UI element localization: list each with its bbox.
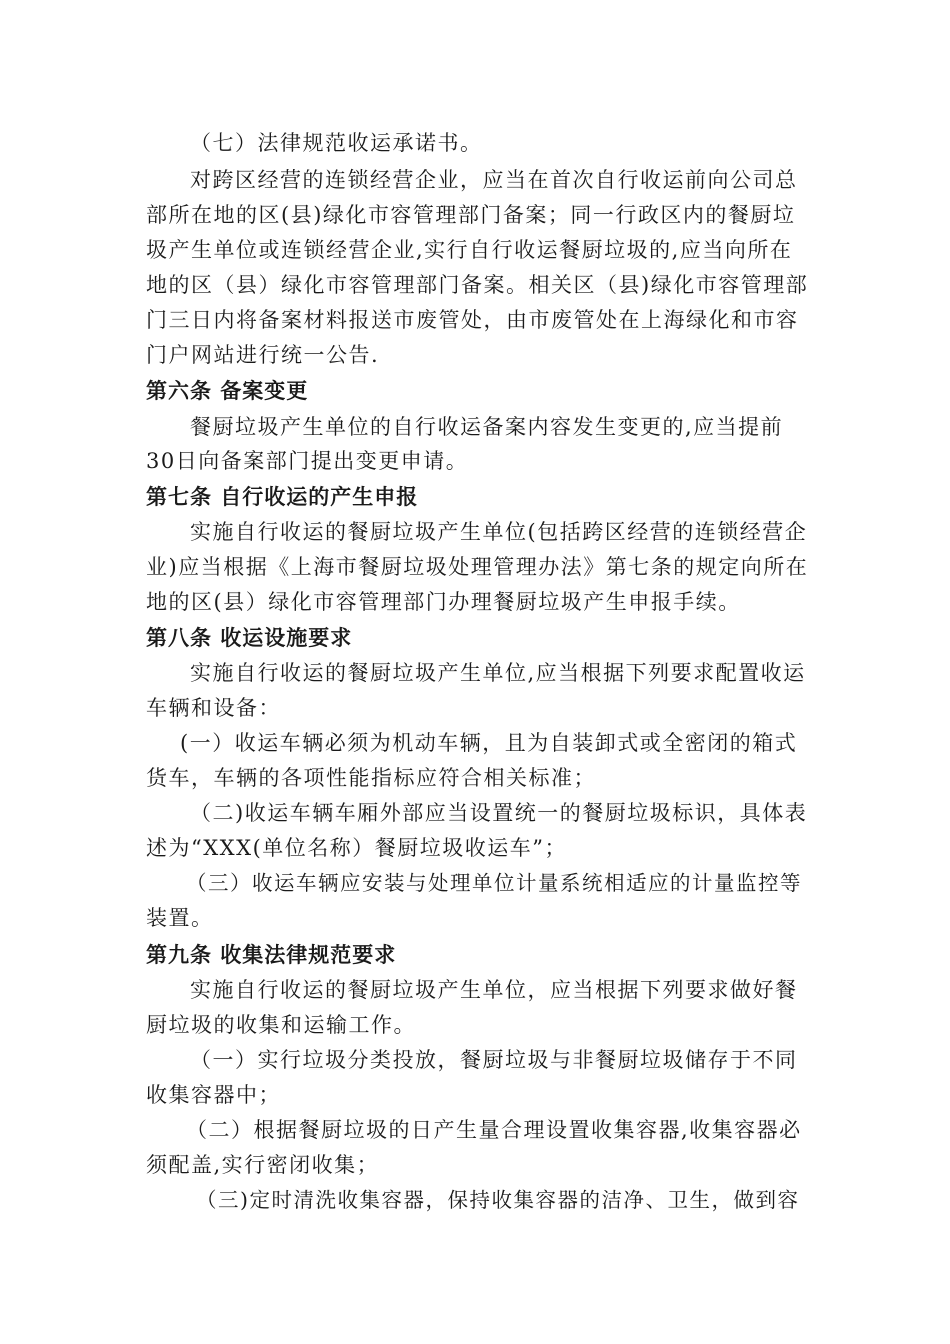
paragraph-line: 门三日内将备案材料报送市废管处，由市废管处在上海绿化和市容 (146, 308, 799, 332)
paragraph-line: 述为“XXX(单位名称）餐厨垃圾收运车”； (146, 836, 568, 860)
paragraph-line: 地的区(县）绿化市容管理部门办理餐厨垃圾产生申报手续。 (146, 590, 741, 614)
section-heading: 第六条 备案变更 (146, 379, 309, 403)
paragraph-line: 地的区（县）绿化市容管理部门备案。相关区（县)绿化市容管理部 (146, 273, 809, 297)
paragraph-line: 实施自行收运的餐厨垃圾产生单位，应当根据下列要求做好餐 (190, 978, 798, 1002)
section-heading: 第七条 自行收运的产生申报 (146, 485, 419, 509)
paragraph-line: （七）法律规范收运承诺书。 (190, 131, 483, 155)
paragraph-line: 业)应当根据《上海市餐厨垃圾处理管理办法》第七条的规定向所在 (146, 555, 809, 579)
paragraph-line: （三)定时清洗收集容器，保持收集容器的洁净、卫生，做到容 (196, 1188, 800, 1212)
paragraph-line: 车辆和设备： (146, 696, 281, 720)
paragraph-line: 30日向备案部门提出变更申请。 (146, 449, 469, 473)
paragraph-line: 货车，车辆的各项性能指标应符合相关标准； (146, 766, 596, 790)
paragraph-line: 圾产生单位或连锁经营企业,实行自行收运餐厨垃圾的,应当向所在 (146, 238, 793, 262)
section-heading: 第九条 收集法律规范要求 (146, 943, 397, 967)
paragraph-line: 装置。 (146, 906, 214, 930)
paragraph-line: 须配盖,实行密闭收集； (146, 1153, 380, 1177)
paragraph-line: 实施自行收运的餐厨垃圾产生单位,应当根据下列要求配置收运 (190, 661, 806, 685)
paragraph-line: 实施自行收运的餐厨垃圾产生单位(包括跨区经营的连锁经营企 (190, 520, 808, 544)
paragraph-line: 厨垃圾的收集和运输工作。 (146, 1013, 416, 1037)
paragraph-line: 收集容器中； (146, 1083, 281, 1107)
paragraph-line: (一）收运车辆必须为机动车辆，且为自装卸式或全密闭的箱式 (180, 731, 798, 755)
paragraph-line: （二)收运车辆车厢外部应当设置统一的餐厨垃圾标识，具体表 (190, 801, 808, 825)
paragraph-line: 对跨区经营的连锁经营企业，应当在首次自行收运前向公司总 (190, 168, 798, 192)
paragraph-line: （一）实行垃圾分类投放，餐厨垃圾与非餐厨垃圾储存于不同 (190, 1048, 798, 1072)
paragraph-line: （三）收运车辆应安装与处理单位计量系统相适应的计量监控等 (186, 871, 802, 895)
paragraph-line: 部所在地的区(县)绿化市容管理部门备案；同一行政区内的餐厨垃 (146, 203, 796, 227)
paragraph-line: （二）根据餐厨垃圾的日产生量合理设置收集容器,收集容器必 (186, 1118, 802, 1142)
section-heading: 第八条 收运设施要求 (146, 626, 353, 650)
paragraph-line: 餐厨垃圾产生单位的自行收运备案内容发生变更的,应当提前 (190, 415, 784, 439)
paragraph-line: 门户网站进行统一公告. (146, 343, 380, 367)
